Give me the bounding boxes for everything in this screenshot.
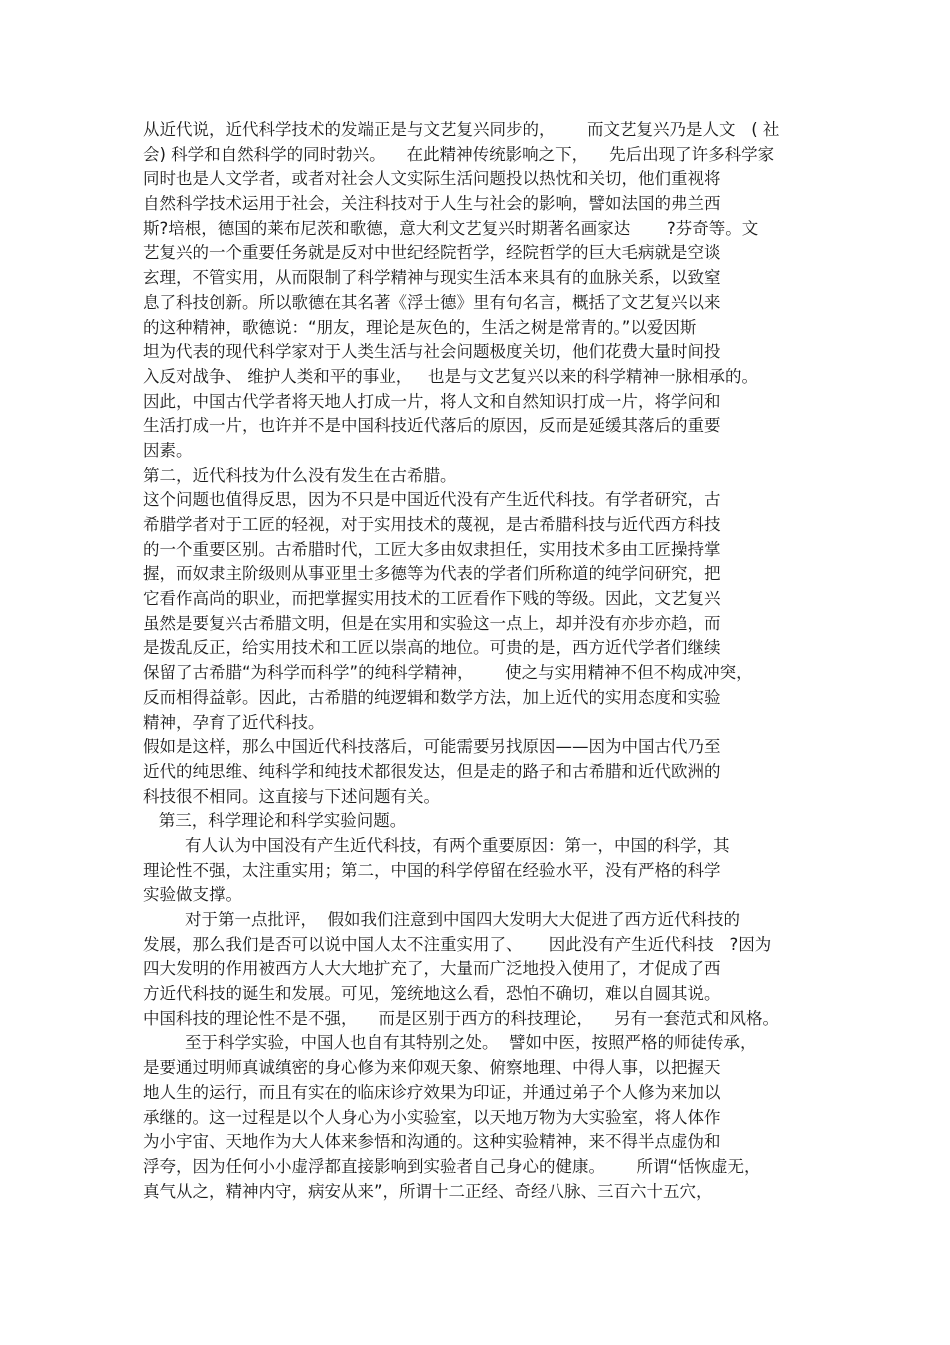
text-line: 为小宇宙、天地作为大人体来参悟和沟通的。这种实验精神，来不得半点虚伪和	[143, 1132, 721, 1152]
text-line: 承继的。这一过程是以个人身心为小实验室，以天地万物为大实验室，将人体作	[143, 1107, 721, 1127]
text-line: 会) 科学和自然科学的同时勃兴。 在此精神传统影响之下， 先后出现了许多科学家	[143, 144, 775, 164]
text-line: 希腊学者对于工匠的轻视，对于实用技术的蔑视，是古希腊科技与近代西方科技	[143, 515, 721, 534]
text-line: 艺复兴的一个重要任务就是反对中世纪经院哲学，经院哲学的巨大毛病就是空谈	[143, 243, 721, 263]
body-text	[143, 118, 823, 1204]
text-line: 有人认为中国没有产生近代科技，有两个重要原因：第一，中国的科学，其	[143, 835, 730, 855]
text-line: 这个问题也值得反思，因为不只是中国近代没有产生近代科技。有学者研究，古	[143, 490, 721, 510]
text-line: 是要通过明师真诚缜密的身心修为来仰观天象、俯察地理、中得人事，以把握天	[143, 1058, 721, 1078]
text-line: 中国科技的理论性不是不强， 而是区别于西方的科技理论， 另有一套范式和风格。	[143, 1008, 779, 1028]
text-line: 方近代科技的诞生和发展。可见，笼统地这么看，恐怕不确切，难以自圆其说。	[143, 984, 721, 1004]
text-line: 至于科学实验，中国人也自有其特别之处。 譬如中医，按照严格的师徒传承，	[143, 1033, 757, 1053]
text-line: 假如是这样，那么中国近代科技落后，可能需要另找原因——因为中国古代乃至	[143, 737, 721, 757]
text-line: 生活打成一片，也许并不是中国科技近代落后的原因，反而是延缓其落后的重要	[143, 416, 721, 436]
text-line: 玄理，不管实用，从而限制了科学精神与现实生活本来具有的血脉关系，以致窒	[143, 268, 721, 288]
text-line: 浮夸，因为任何小小虚浮都直接影响到实验者自己身心的健康。 所谓“恬恢虚无，	[143, 1156, 761, 1176]
text-line: 近代的纯思维、纯科学和纯技术都很发达，但是走的路子和古希腊和近代欧洲的	[143, 761, 721, 781]
text-line: 从近代说，近代科学技术的发端正是与文艺复兴同步的， 而文艺复兴乃是人文 ( 社	[143, 120, 780, 139]
text-line: 同时也是人文学者，或者对社会人文实际生活问题投以热忱和关切，他们重视将	[143, 169, 721, 189]
text-line: 虽然是要复兴古希腊文明，但是在实用和实验这一点上，却并没有亦步亦趋，而	[143, 613, 721, 633]
text-line: 第二，近代科技为什么没有发生在古希腊。	[143, 465, 457, 485]
text-line: 保留了古希腊“为科学而科学”的纯科学精神， 使之与实用精神不但不构成冲突，	[143, 663, 753, 683]
text-line: 实验做支撑。	[143, 885, 242, 905]
text-line: 的这种精神，歌德说：“朋友，理论是灰色的，生活之树是常青的。”以爱因斯	[143, 317, 697, 337]
text-line: 反而相得益彰。因此，古希腊的纯逻辑和数学方法，加上近代的实用态度和实验	[143, 687, 721, 707]
text-line: 自然科学技术运用于社会，关注科技对于人生与社会的影响，譬如法国的弗兰西	[143, 194, 721, 214]
text-line: 第三，科学理论和科学实验问题。	[143, 811, 407, 831]
text-line: 理论性不强，太注重实用；第二，中国的科学停留在经验水平，没有严格的科学	[143, 860, 721, 880]
text-line: 息了科技创新。所以歌德在其名著《浮士德》里有句名言，概括了文艺复兴以来	[143, 292, 721, 312]
text-line: 坦为代表的现代科学家对于人类生活与社会问题极度关切，他们花费大量时间投	[143, 342, 721, 362]
text-line: 科技很不相同。这直接与下述问题有关。	[143, 786, 440, 806]
text-line: 入反对战争、 维护人类和平的事业， 也是与文艺复兴以来的科学精神一脉相承的。	[143, 366, 758, 386]
text-line: 它看作高尚的职业，而把掌握实用技术的工匠看作下贱的等级。因此，文艺复兴	[143, 589, 721, 609]
text-line: 真气从之，精神内守，病安从来”，所谓十二正经、奇经八脉、三百六十五穴，	[143, 1181, 713, 1201]
text-line: 是拨乱反正，给实用技术和工匠以崇高的地位。可贵的是，西方近代学者们继续	[143, 638, 721, 658]
text-line: 因素。	[143, 440, 193, 460]
text-line: 斯?培根，德国的莱布尼茨和歌德，意大利文艺复兴时期著名画家达 ?芬奇等。文	[143, 218, 759, 238]
text-line: 因此，中国古代学者将天地人打成一片，将人文和自然知识打成一片，将学问和	[143, 391, 721, 411]
text-line: 地人生的运行，而且有实在的临床诊疗效果为印证，并通过弟子个人修为来加以	[143, 1082, 721, 1102]
text-line: 四大发明的作用被西方人大大地扩充了，大量而广泛地投入使用了，才促成了西	[143, 959, 721, 979]
text-line: 精神，孕育了近代科技。	[143, 712, 325, 732]
text-line: 的一个重要区别。古希腊时代，工匠大多由奴隶担任，实用技术多由工匠操持掌	[143, 539, 721, 559]
text-line: 对于第一点批评， 假如我们注意到中国四大发明大大促进了西方近代科技的	[143, 910, 740, 929]
text-line: 握，而奴隶主阶级则从事亚里士多德等为代表的学者们所称道的纯学问研究，把	[143, 564, 721, 584]
text-line: 发展，那么我们是否可以说中国人太不注重实用了、 因此没有产生近代科技 ?因为	[143, 934, 772, 954]
